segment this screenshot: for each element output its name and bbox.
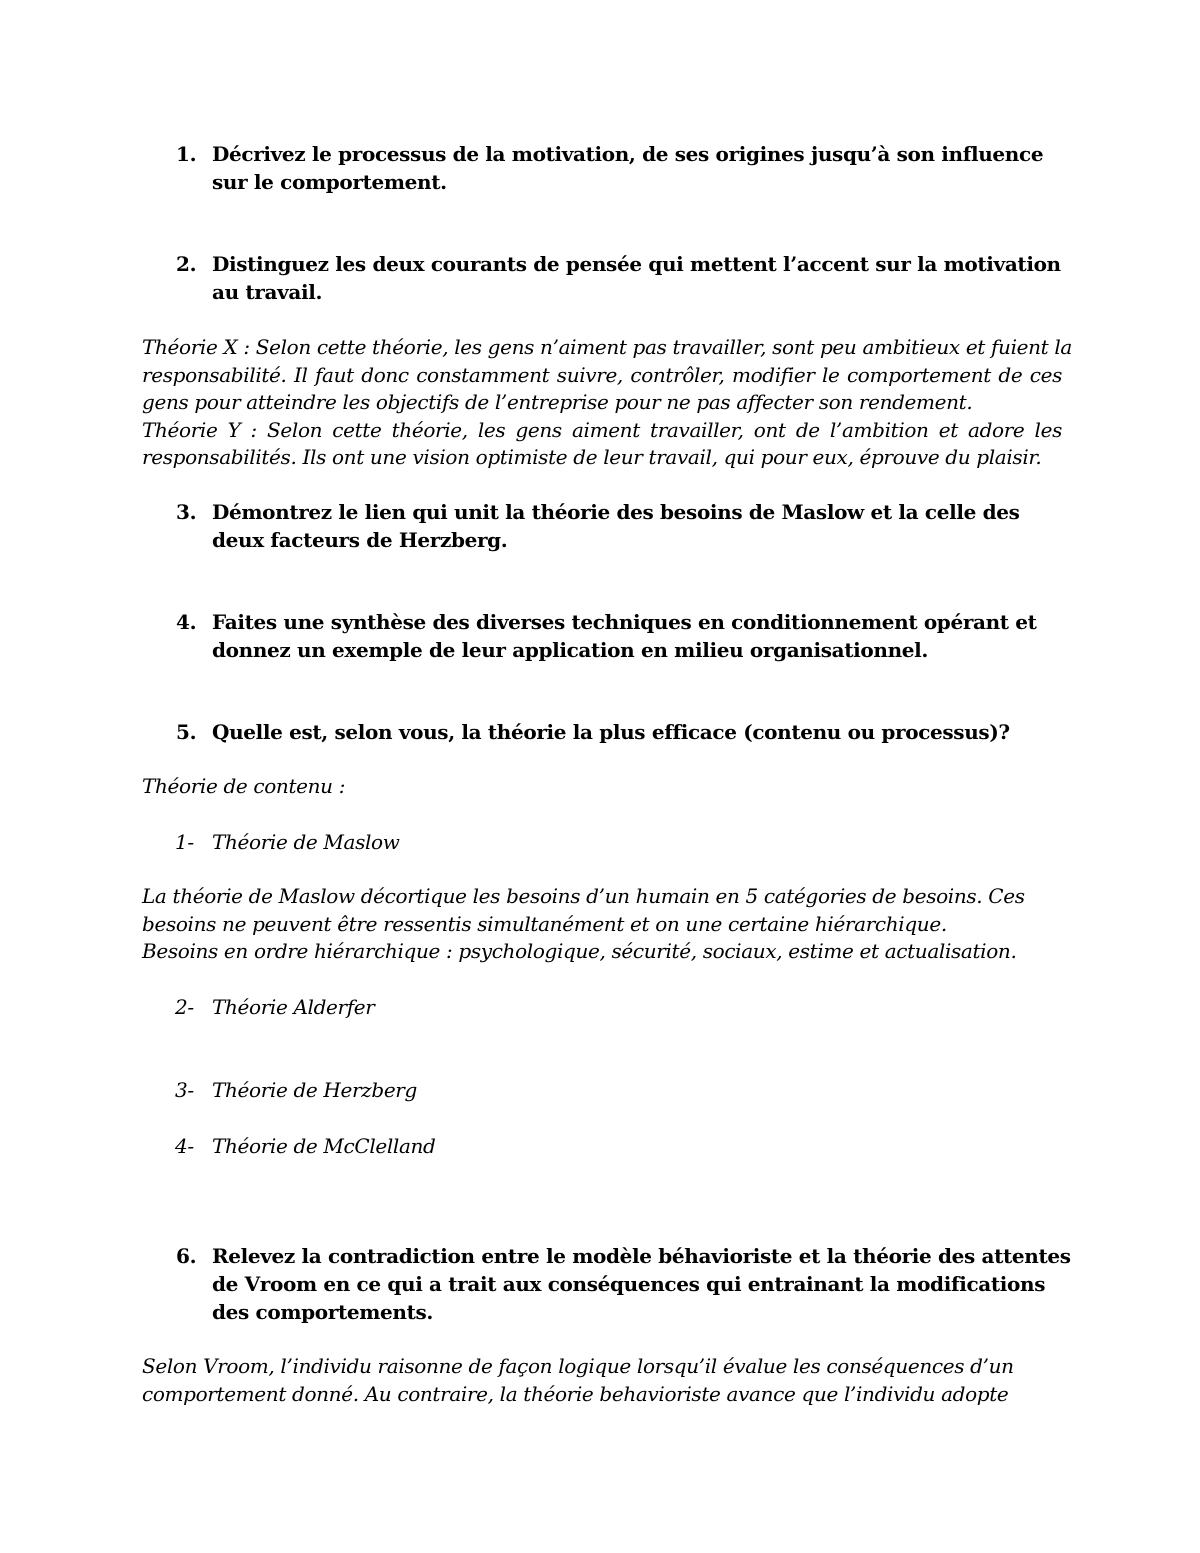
- theory-label: Théorie de Maslow: [212, 830, 400, 854]
- theory-label: Théorie de McClelland: [212, 1134, 436, 1158]
- theory-item-2: [175, 993, 875, 1021]
- question-1: [176, 140, 1076, 196]
- paragraph-line: responsabilités. Ils ont une vision optimiste de leur travail, qui pour eux, éprouve du plaisir.: [142, 445, 1042, 469]
- answer-6-paragraph: [142, 1353, 1062, 1408]
- theory-item-1: [175, 828, 875, 856]
- question-text: Distinguez les deux courants de pensée qui mettent l’accent sur la motivation au travail.: [212, 252, 1061, 304]
- theory-label: Théorie de Herzberg: [212, 1078, 417, 1102]
- question-4: [176, 608, 1076, 664]
- theory-number: 3-: [175, 1078, 194, 1102]
- question-text: Décrivez le processus de la motivation, de ses origines jusqu’à son influence sur le comportement.: [212, 142, 1044, 194]
- paragraph-line: Théorie X : Selon cette théorie, les gens n’aiment pas travailler, sont peu ambitieux et fuient la: [142, 335, 1072, 359]
- question-text: Démontrez le lien qui unit la théorie des besoins de Maslow et la celle des deux facteurs de Herzberg.: [212, 500, 1020, 552]
- heading-text: Théorie de contenu :: [142, 774, 346, 798]
- paragraph-line: gens pour atteindre les objectifs de l’entreprise pour ne pas affecter son rendement.: [142, 390, 973, 414]
- question-5: [176, 718, 1076, 746]
- paragraph-line: Selon Vroom, l’individu raisonne de façon logique lorsqu’il évalue les conséquences d’un: [142, 1354, 1014, 1378]
- question-2: [176, 250, 1076, 306]
- paragraph-line: responsabilité. Il faut donc constamment suivre, contrôler, modifier le comportement de ces: [142, 362, 1062, 387]
- question-text: Faites une synthèse des diverses techniques en conditionnement opérant et donnez un exemple de leur application en milieu organisationnel.: [212, 610, 1037, 662]
- paragraph-line: comportement donné. Au contraire, la théorie behavioriste avance que l’individu adopte: [142, 1381, 1009, 1406]
- question-number: 6.: [176, 1244, 197, 1268]
- maslow-paragraph: [142, 883, 1062, 966]
- question-3: [176, 498, 1076, 554]
- paragraph-line: La théorie de Maslow décortique les besoins d’un humain en 5 catégories de besoins. Ces: [142, 884, 1025, 908]
- theory-label: Théorie Alderfer: [212, 995, 375, 1019]
- question-6: [176, 1242, 1076, 1326]
- answer-5-heading: [142, 773, 1062, 801]
- question-text: Quelle est, selon vous, la théorie la plus efficace (contenu ou processus)?: [212, 720, 1010, 744]
- theory-number: 4-: [175, 1134, 194, 1158]
- question-text: Relevez la contradiction entre le modèle béhavioriste et la théorie des attentes de Vroom en ce qui a trait aux conséquences qui entrainant la modifications des comportements.: [212, 1244, 1071, 1324]
- question-number: 3.: [176, 500, 197, 524]
- paragraph-line: Théorie Y : Selon cette théorie, les gens aiment travailler, ont de l’ambition et adore les: [142, 417, 1062, 442]
- question-number: 2.: [176, 252, 197, 276]
- paragraph-line: besoins ne peuvent être ressentis simultanément et on une certaine hiérarchique.: [142, 911, 947, 936]
- paragraph-line: Besoins en ordre hiérarchique : psychologique, sécurité, sociaux, estime et actualisation.: [142, 939, 1017, 963]
- theory-number: 2-: [175, 995, 194, 1019]
- theory-number: 1-: [175, 830, 194, 854]
- theory-item-3: [175, 1076, 875, 1104]
- question-number: 5.: [176, 720, 197, 744]
- answer-2-paragraph: [142, 334, 1072, 472]
- question-number: 4.: [176, 610, 197, 634]
- question-number: 1.: [176, 142, 197, 166]
- theory-item-4: [175, 1132, 875, 1160]
